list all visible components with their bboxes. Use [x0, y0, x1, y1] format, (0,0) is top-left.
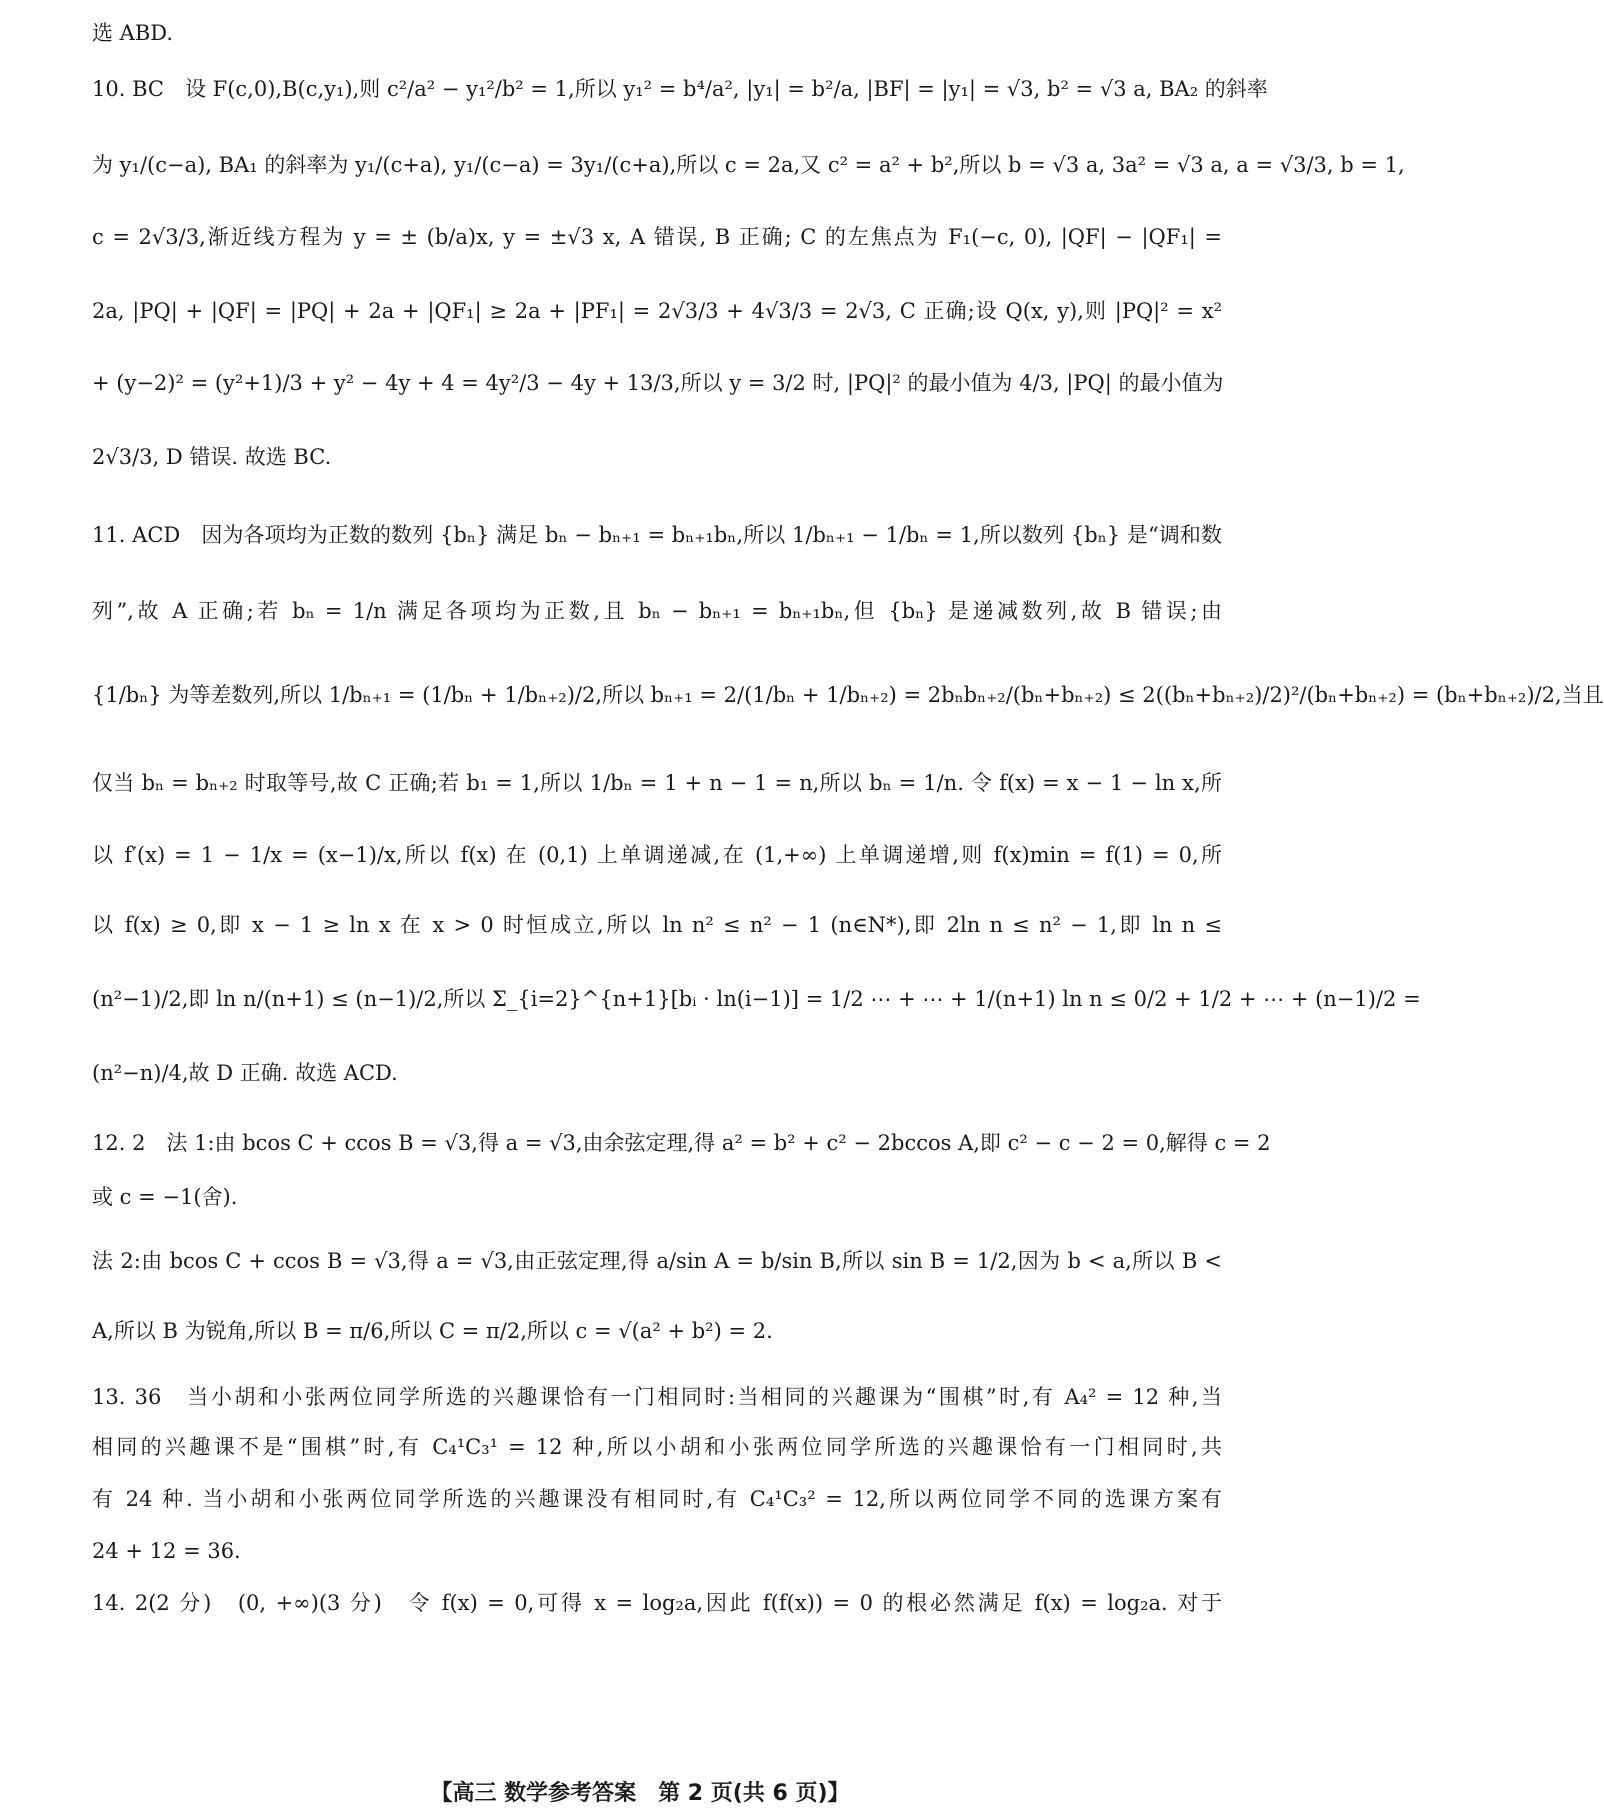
text-line: 12. 2 法 1:由 bcos C + ccos B = √3,得 a = √3,由余弦定理,得 a² = b² + c² − 2bccos A,即 c² − c − 2 = 0,解得 c = 2: [92, 1131, 1271, 1155]
text-line: 以 f′(x) = 1 − 1/x = (x−1)/x,所以 f(x) 在 (0,1) 上单调递减,在 (1,+∞) 上单调递增,则 f(x)min = f(1) = 0,所: [92, 843, 1222, 867]
text-line: 2a, |PQ| + |QF| = |PQ| + 2a + |QF₁| ≥ 2a + |PF₁| = 2√3/3 + 4√3/3 = 2√3, C 正确;设 Q(x, y),则 |PQ|² = x²: [92, 299, 1222, 323]
text-line: 或 c = −1(舍).: [92, 1185, 238, 1209]
text-line: (n²−1)/2,即 ln n/(n+1) ≤ (n−1)/2,所以 Σ_{i=2}^{n+1}[bᵢ · ln(i−1)] = 1/2 ⋯ + ⋯ + 1/(n+1) ln n ≤ 0/2 + 1/2 + ⋯ + (n−1)/2 =: [92, 987, 1421, 1011]
text-line: 以 f(x) ≥ 0,即 x − 1 ≥ ln x 在 x > 0 时恒成立,所以 ln n² ≤ n² − 1 (n∈N*),即 2ln n ≤ n² − 1,即 ln n ≤: [92, 913, 1222, 937]
text-line: 13. 36 当小胡和小张两位同学所选的兴趣课恰有一门相同时:当相同的兴趣课为“围棋”时,有 A₄² = 12 种,当: [92, 1385, 1222, 1409]
text-line: 24 + 12 = 36.: [92, 1539, 241, 1563]
text-line: c = 2√3/3,渐近线方程为 y = ± (b/a)x, y = ±√3 x, A 错误, B 正确; C 的左焦点为 F₁(−c, 0), |QF| − |QF₁| =: [92, 225, 1222, 249]
page-footer: 【高三 数学参考答案 第 2 页(共 6 页)】: [430, 1781, 850, 1806]
text-line: 法 2:由 bcos C + ccos B = √3,得 a = √3,由正弦定理,得 a/sin A = b/sin B,所以 sin B = 1/2,因为 b < a,所以 B <: [92, 1249, 1222, 1273]
text-line: 10. BC 设 F(c,0),B(c,y₁),则 c²/a² − y₁²/b² = 1,所以 y₁² = b⁴/a², |y₁| = b²/a, |BF| = |y₁| = √3, b² = √3 a, BA₂ 的斜率: [92, 77, 1268, 101]
text-line: 11. ACD 因为各项均为正数的数列 {bₙ} 满足 bₙ − bₙ₊₁ = bₙ₊₁bₙ,所以 1/bₙ₊₁ − 1/bₙ = 1,所以数列 {bₙ} 是“调和数: [92, 523, 1222, 547]
text-line: (n²−n)/4,故 D 正确. 故选 ACD.: [92, 1061, 398, 1085]
text-line: 为 y₁/(c−a), BA₁ 的斜率为 y₁/(c+a), y₁/(c−a) = 3y₁/(c+a),所以 c = 2a,又 c² = a² + b²,所以 b = √3 a, 3a² = √3 a, a = √3/3, b = 1,: [92, 153, 1405, 177]
text-line: 有 24 种. 当小胡和小张两位同学所选的兴趣课没有相同时,有 C₄¹C₃² = 12,所以两位同学不同的选课方案有: [92, 1487, 1222, 1511]
text-line: {1/bₙ} 为等差数列,所以 1/bₙ₊₁ = (1/bₙ + 1/bₙ₊₂)/2,所以 bₙ₊₁ = 2/(1/bₙ + 1/bₙ₊₂) = 2bₙbₙ₊₂/(bₙ+bₙ₊₂) ≤ 2((bₙ+bₙ₊₂)/2)²/(bₙ+bₙ₊₂) = (bₙ+bₙ₊₂)/2,当且: [92, 683, 1604, 707]
text-line: 2√3/3, D 错误. 故选 BC.: [92, 445, 332, 469]
text-line: 列”,故 A 正确;若 bₙ = 1/n 满足各项均为正数,且 bₙ − bₙ₊₁ = bₙ₊₁bₙ,但 {bₙ} 是递减数列,故 B 错误;由: [92, 599, 1222, 623]
text-line: 14. 2(2 分) (0, +∞)(3 分) 令 f(x) = 0,可得 x = log₂a,因此 f(f(x)) = 0 的根必然满足 f(x) = log₂a. 对于: [92, 1591, 1222, 1615]
text-line: + (y−2)² = (y²+1)/3 + y² − 4y + 4 = 4y²/3 − 4y + 13/3,所以 y = 3/2 时, |PQ|² 的最小值为 4/3, |PQ| 的最小值为: [92, 371, 1224, 395]
text-line: A,所以 B 为锐角,所以 B = π/6,所以 C = π/2,所以 c = √(a² + b²) = 2.: [92, 1319, 773, 1343]
text-line: 相同的兴趣课不是“围棋”时,有 C₄¹C₃¹ = 12 种,所以小胡和小张两位同学所选的兴趣课恰有一门相同时,共: [92, 1435, 1222, 1459]
text-line: 选 ABD.: [92, 21, 174, 45]
text-line: 仅当 bₙ = bₙ₊₂ 时取等号,故 C 正确;若 b₁ = 1,所以 1/bₙ = 1 + n − 1 = n,所以 bₙ = 1/n. 令 f(x) = x − 1 − ln x,所: [92, 771, 1222, 795]
